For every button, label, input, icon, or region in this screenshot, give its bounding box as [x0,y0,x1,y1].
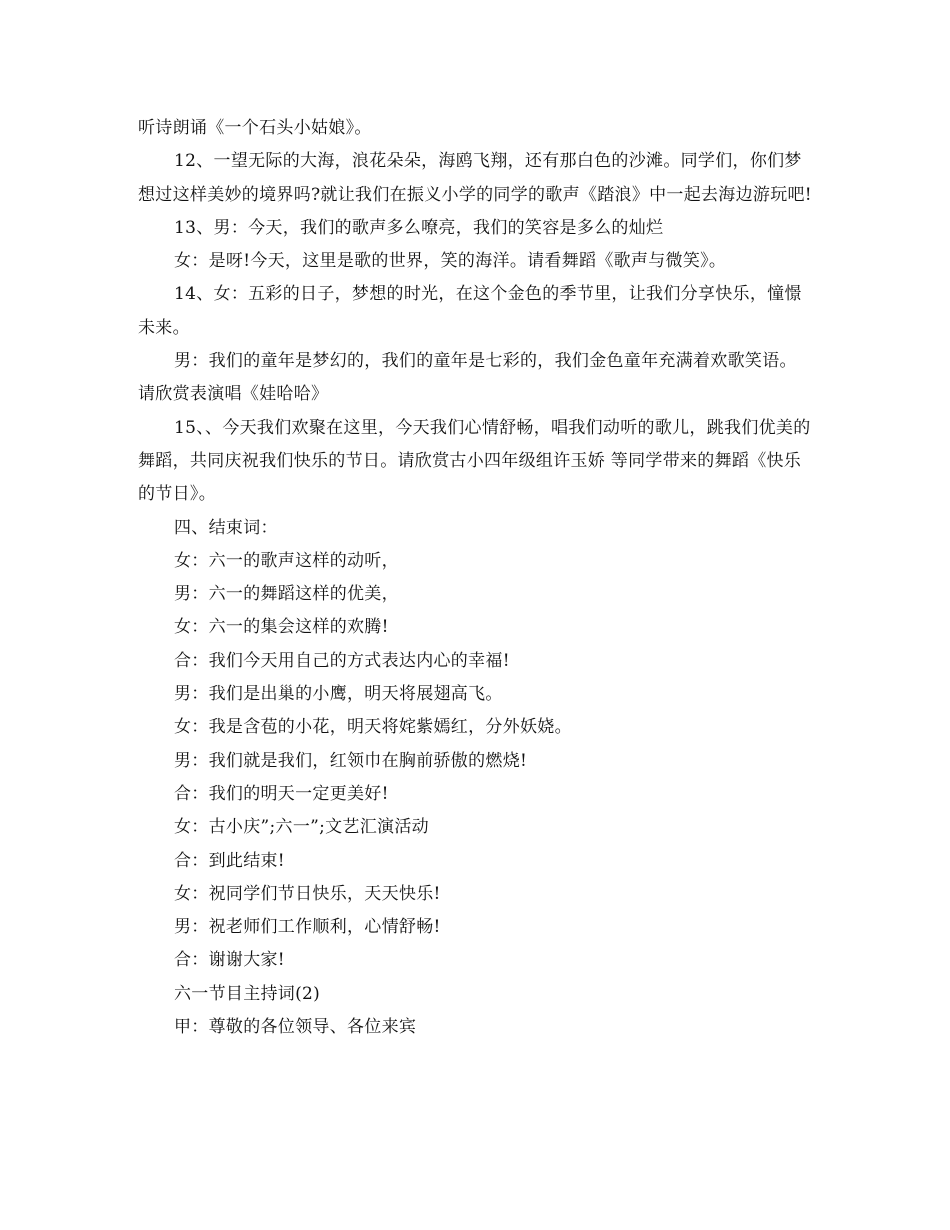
document-body [138,112,814,1044]
closing-line-10: 合：到此结束! [174,850,285,871]
closing-line-2: 男：六一的舞蹈这样的优美， [174,584,399,605]
section-title-host-script-2: 六一节目主持词(2) [174,983,321,1004]
closing-line-9: 女：古小庆”;六一”;文艺汇演活动 [174,817,429,838]
paragraph-poem-intro: 听诗朗诵《一个石头小姑娘》。 [138,118,372,138]
paragraph-14-female: 14、女：五彩的日子，梦想的时光，在这个金色的季节里，让我们分享快乐，憧憬未来。 [138,284,802,338]
paragraph-15: 15、、今天我们欢聚在这里，今天我们心情舒畅，唱我们动听的歌儿，跳我们优美的舞蹈，共同庆祝我们快乐的节日。请欣赏古小四年级组许玉娇 等同学带来的舞蹈《快乐的节日》。 [138,417,811,505]
closing-line-13: 合：谢谢大家! [174,950,285,971]
paragraph-13-male: 13、男：今天，我们的歌声多么嘹亮，我们的笑容是多么的灿烂 [174,217,664,238]
closing-line-4: 合：我们今天用自己的方式表达内心的幸福! [174,650,510,671]
paragraph-12-sea: 12、一望无际的大海，浪花朵朵，海鸥飞翔，还有那白色的沙滩。同学们，你们梦想过这样美妙的境界吗?就让我们在振义小学的同学的歌声《踏浪》中一起去海边游玩吧! [138,151,812,205]
host-line-greeting: 甲：尊敬的各位领导、各位来宾 [174,1017,417,1038]
paragraph-14-male: 男：我们的童年是梦幻的，我们的童年是七彩的，我们金色童年充满着欢歌笑语。请欣赏表演唱《娃哈哈》 [138,351,797,405]
closing-line-11: 女：祝同学们节日快乐，天天快乐! [174,883,441,904]
closing-line-7: 男：我们就是我们，红领巾在胸前骄傲的燃烧! [174,750,528,771]
closing-line-12: 男：祝老师们工作顺利，心情舒畅! [174,917,441,938]
paragraph-13-female: 女：是呀!今天，这里是歌的世界，笑的海洋。请看舞蹈《歌声与微笑》。 [174,251,727,272]
closing-line-8: 合：我们的明天一定更美好! [174,783,389,804]
closing-line-3: 女：六一的集会这样的欢腾! [174,617,389,638]
closing-line-5: 男：我们是出巢的小鹰，明天将展翅高飞。 [174,684,503,705]
section-heading-closing: 四、结束词： [174,517,278,538]
closing-line-6: 女：我是含苞的小花，明天将姹紫嫣红，分外妖娆。 [174,717,572,738]
closing-line-1: 女：六一的歌声这样的动听， [174,550,399,571]
